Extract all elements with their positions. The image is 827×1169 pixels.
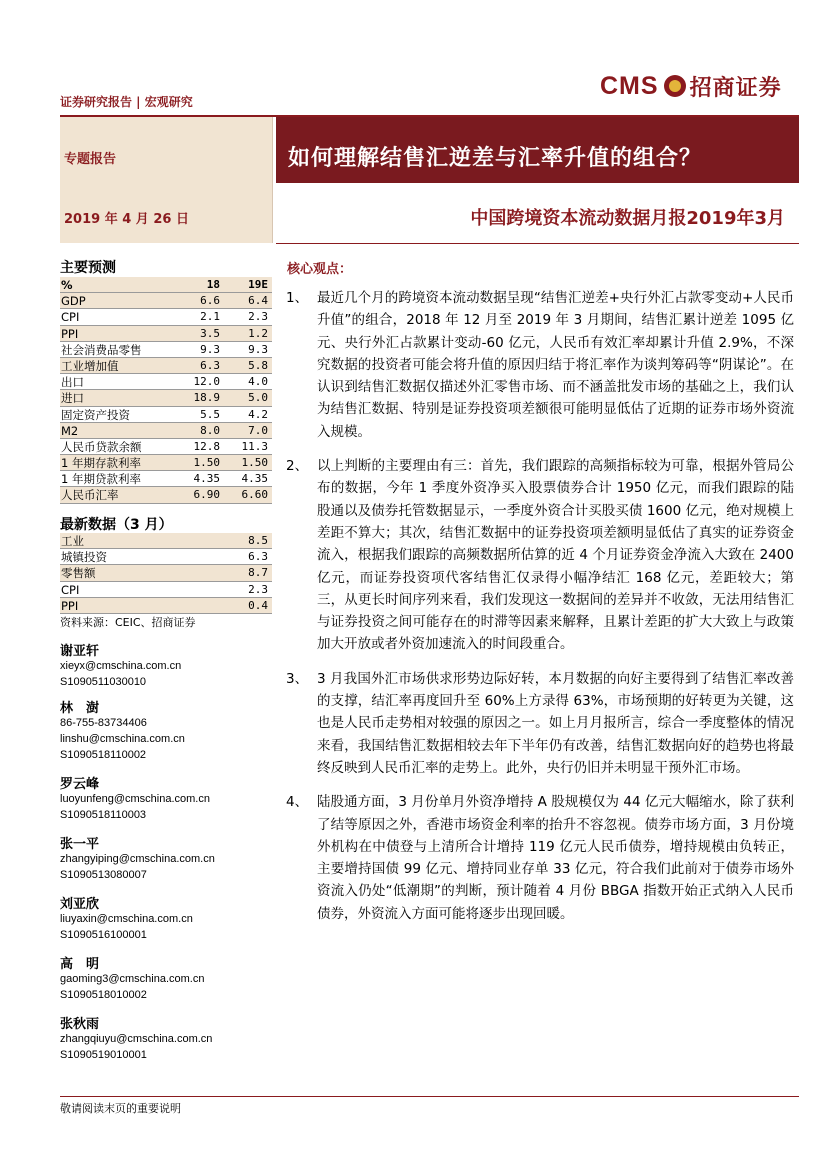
item-text: 最近几个月的跨境资本流动数据呈现“结售汇逆差+央行外汇占款零变动+人民币升值”的组合，2018 年 12 月至 2019 年 3 月期间，结售汇累计逆差 1095 亿元、央行外汇占款累计变动-60 亿元，人民币有效汇率却累计升值 2.9%，不深究数据的投资者可能会将升值的原因归结于将汇率作为谈判筹码等“阴谋论”。在认识到结售汇数据仅描述外汇零售市场、而不涵盖批发市场的基础之上，我们认为结售汇数据、特别是证券投资项差额很可能明显低估了近期的证券市场外资流入规模。 xyxy=(317,290,794,440)
table-row xyxy=(60,598,272,614)
row-label: 工业增加值 xyxy=(61,358,119,373)
table-row xyxy=(60,374,272,390)
forecast-header-row xyxy=(60,277,272,293)
key-points-list xyxy=(286,287,794,937)
row-value: 6.3 xyxy=(248,550,268,564)
latest-heading: 最新数据（3 月） xyxy=(60,514,272,536)
table-row xyxy=(60,439,272,455)
table-row xyxy=(60,358,272,374)
row-label: 人民币贷款余额 xyxy=(61,439,142,454)
value-2018: 3.5 xyxy=(200,326,220,340)
report-subtitle: 中国跨境资本流动数据月报2019年3月 xyxy=(470,208,785,229)
value-2018: 8.0 xyxy=(200,423,220,437)
row-label: GDP xyxy=(61,294,86,309)
analyst-contact: gaoming3@cmschina.com.cn xyxy=(60,973,205,985)
value-2018: 4.35 xyxy=(193,472,220,486)
value-2019e: 4.35 xyxy=(241,472,268,486)
report-title: 如何理解结售汇逆差与汇率升值的组合？ xyxy=(276,117,799,183)
analyst-contact: zhangyiping@cmschina.com.cn xyxy=(60,853,215,865)
value-2018: 18.9 xyxy=(193,391,220,405)
item-number: 4、 xyxy=(286,794,309,811)
value-2018: 2.1 xyxy=(200,310,220,324)
row-label: PPI xyxy=(61,598,79,613)
table-row xyxy=(60,565,272,581)
row-label: 1 年期贷款利率 xyxy=(61,472,141,487)
analyst-contact: luoyunfeng@cmschina.com.cn xyxy=(60,793,210,805)
row-label: 出口 xyxy=(61,375,84,390)
analyst-contact: S1090513080007 xyxy=(60,869,147,881)
analyst-card xyxy=(60,1013,272,1065)
list-item xyxy=(286,455,794,656)
row-label: 城镇投资 xyxy=(61,550,107,565)
row-value: 2.3 xyxy=(248,582,268,596)
row-label: PPI xyxy=(61,326,79,341)
item-number: 1、 xyxy=(286,290,309,306)
value-2019e: 5.0 xyxy=(248,391,268,405)
row-label: 零售额 xyxy=(61,566,96,581)
analyst-name: 张一平 xyxy=(60,837,100,852)
analyst-contact: 86-755-83734406 xyxy=(60,717,147,729)
value-2019e: 6.60 xyxy=(241,488,268,502)
item-text: 以上判断的主要理由有三：首先，我们跟踪的高频指标较为可靠，根据外管局公布的数据，今年 1 季度外资净买入股票债券合计 1950 亿元，而我们跟踪的陆股通以及债券托管数据显示，一季度外资合计买股买债 1600 亿元，绝对规模上差距不算大；其次，结售汇数据中的证券投资项差额明显低估了真实的证券资金流入，根据我们跟踪的高频数据所估算的近 4 个月证券资金净流入大致在 2400 亿元，而证券投资项代客结售汇仅录得小幅净结汇 168 亿元，差距较大；第三，从更长时间序列来看，我们发现这一数据间的差异并不收敛，无法用结售汇与证券投资之间可能存在的时滞等因素来解释，且累计差距的扩大大致上与政策加大开放或者外资加速流入的时间段重合。 xyxy=(317,458,794,653)
row-label: 人民币汇率 xyxy=(61,488,119,503)
value-2019e: 7.0 xyxy=(248,423,268,437)
table-row xyxy=(60,455,272,471)
value-2019e: 1.50 xyxy=(241,456,268,470)
analyst-contact: S1090518010002 xyxy=(60,989,147,1001)
logo-chinese: 招商证券 xyxy=(689,75,782,101)
value-2018: 12.0 xyxy=(193,375,220,389)
row-label: CPI xyxy=(61,310,80,325)
col-2019e: 19E xyxy=(248,278,268,291)
row-label: M2 xyxy=(61,423,79,438)
footer-note: 敬请阅读末页的重要说明 xyxy=(60,1102,181,1115)
value-2019e: 9.3 xyxy=(248,342,268,356)
report-type-line: 证券研究报告 | 宏观研究 xyxy=(60,95,193,109)
value-2019e: 11.3 xyxy=(241,439,268,453)
col-unit: % xyxy=(61,278,73,292)
table-row xyxy=(60,342,272,358)
table-row xyxy=(60,487,272,503)
analyst-contact: S1090519010001 xyxy=(60,1049,147,1061)
report-date: 2019 年 4 月 26 日 xyxy=(64,212,189,227)
table-row xyxy=(60,309,272,325)
analyst-card xyxy=(60,893,272,945)
analyst-card xyxy=(60,640,272,692)
analyst-name: 罗云峰 xyxy=(60,777,100,792)
value-2018: 6.90 xyxy=(193,488,220,502)
value-2019e: 1.2 xyxy=(248,326,268,340)
analyst-contact: S1090511030010 xyxy=(60,676,147,688)
footer-divider xyxy=(60,1096,799,1097)
key-points-heading: 核心观点： xyxy=(287,262,353,277)
table-row xyxy=(60,423,272,439)
analyst-contact: linshu@cmschina.com.cn xyxy=(60,733,185,745)
item-number: 2、 xyxy=(286,458,309,475)
data-source: 资料来源：CEIC、招商证券 xyxy=(60,616,196,629)
analyst-name: 谢亚轩 xyxy=(60,644,100,659)
item-text: 陆股通方面，3 月份单月外资净增持 A 股规模仅为 44 亿元大幅缩水，除了获利了结等原因之外，香港市场资金利率的抬升不容忽视。债券市场方面，3 月份境外机构在中债登与上清所合计增持 119 亿元人民币债券，增持规模由负转正，主要增持国债 99 亿元、增持同业存单 33 亿元，符合我们此前对于债券市场外资流入仍处“低潮期”的判断，预计随着 4 月份 BBGA 指数开始正式纳入人民币债券，外资流入方面可能将逐步出现回暖。 xyxy=(317,794,794,922)
value-2019e: 4.2 xyxy=(248,407,268,421)
analyst-card xyxy=(60,697,272,765)
analyst-contact: S1090516100001 xyxy=(60,929,147,941)
latest-table xyxy=(60,533,272,614)
analyst-card xyxy=(60,953,272,1005)
table-row xyxy=(60,549,272,565)
row-value: 8.7 xyxy=(248,566,268,580)
logo-emblem-icon xyxy=(664,75,686,97)
value-2019e: 2.3 xyxy=(248,310,268,324)
row-label: 固定资产投资 xyxy=(61,407,130,422)
table-row xyxy=(60,533,272,549)
analyst-card xyxy=(60,833,272,885)
value-2018: 6.3 xyxy=(200,358,220,372)
row-label: 工业 xyxy=(61,534,84,548)
analyst-contact: xieyx@cmschina.com.cn xyxy=(60,660,182,672)
value-2018: 6.6 xyxy=(200,294,220,308)
value-2019e: 5.8 xyxy=(248,358,268,372)
forecast-table xyxy=(60,277,272,504)
table-row xyxy=(60,326,272,342)
analyst-name: 林 澍 xyxy=(60,701,100,716)
analyst-name: 高 明 xyxy=(60,957,100,972)
cms-logo xyxy=(600,70,782,102)
row-label: 1 年期存款利率 xyxy=(61,456,141,471)
analyst-contact: liuyaxin@cmschina.com.cn xyxy=(60,913,193,925)
analyst-name: 张秋雨 xyxy=(60,1017,100,1032)
value-2019e: 6.4 xyxy=(248,294,268,308)
table-row xyxy=(60,582,272,598)
value-2018: 9.3 xyxy=(200,342,220,356)
col-2018: 18 xyxy=(206,278,220,291)
value-2018: 5.5 xyxy=(200,407,220,421)
item-number: 3、 xyxy=(286,670,309,687)
column-divider xyxy=(272,117,273,243)
analyst-contact: S1090518110003 xyxy=(60,809,147,821)
logo-latin: CMS xyxy=(600,71,659,100)
value-2019e: 4.0 xyxy=(248,375,268,389)
analyst-card xyxy=(60,773,272,825)
analyst-contact: S1090518110002 xyxy=(60,749,147,761)
value-2018: 12.8 xyxy=(193,439,220,453)
forecast-heading: 主要预测 xyxy=(60,257,272,279)
list-item xyxy=(286,287,794,443)
table-row xyxy=(60,471,272,487)
table-row xyxy=(60,407,272,423)
analyst-contact: zhangqiuyu@cmschina.com.cn xyxy=(60,1033,213,1045)
table-row xyxy=(60,390,272,406)
list-item xyxy=(286,791,794,925)
row-label: 进口 xyxy=(61,391,84,406)
report-category: 专题报告 xyxy=(64,152,117,167)
item-text: 3 月我国外汇市场供求形势边际好转，本月数据的向好主要得到了结售汇率改善的支撑，结汇率再度回升至 60%上方录得 63%，市场预期的好转更为关键，这也是人民币走势相对较强的原因之一。如上月月报所言，综合一季度整体的情况来看，我国结售汇数据相较去年下半年仍有改善，结售汇数据向好的趋势也将最终反映到人民币汇率的走势上。此外，央行仍旧并未明显干预外汇市场。 xyxy=(317,670,794,776)
list-item xyxy=(286,668,794,779)
row-value: 8.5 xyxy=(248,534,268,547)
analyst-name: 刘亚欣 xyxy=(60,897,100,912)
row-label: CPI xyxy=(61,582,80,597)
value-2018: 1.50 xyxy=(193,456,220,470)
row-value: 0.4 xyxy=(248,598,268,612)
row-label: 社会消费品零售 xyxy=(61,342,142,357)
table-row xyxy=(60,293,272,309)
subtitle-divider xyxy=(276,243,799,244)
